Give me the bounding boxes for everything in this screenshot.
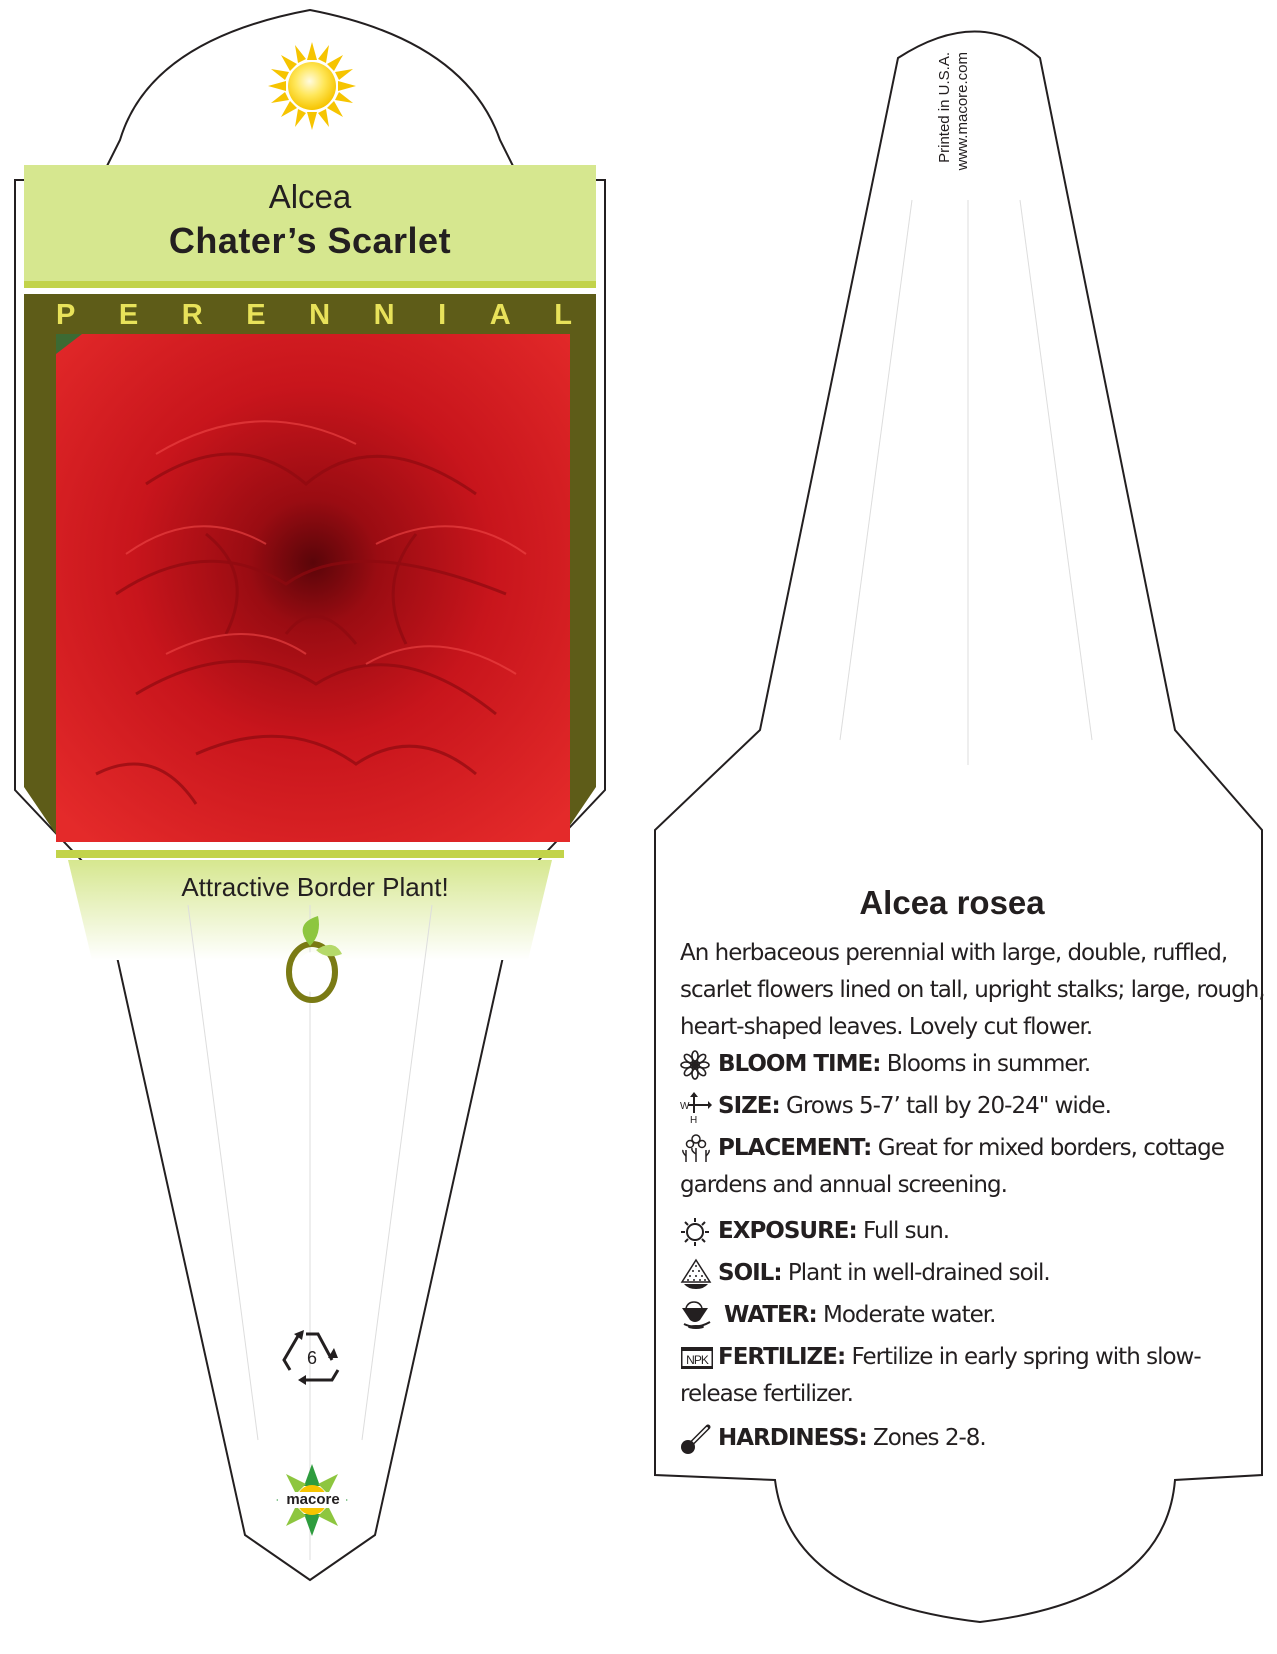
sun-outline-icon	[680, 1217, 718, 1247]
genus-name: Alcea	[268, 178, 352, 215]
description: An herbaceous perennial with large, double, ruffled, scarlet flowers lined on tall, upright stalks; large, rough, heart-shaped leaves. Lovely cut flower.	[680, 940, 1265, 1040]
sun-icon	[268, 42, 356, 130]
category-letter: E	[118, 299, 139, 331]
attr-label: SIZE:	[718, 1093, 780, 1119]
attr-label: FERTILIZE:	[718, 1344, 846, 1370]
thermometer-icon	[680, 1423, 718, 1455]
flower-photo	[56, 334, 570, 842]
cultivar-name: Chater’s Scarlet	[168, 220, 452, 261]
attr-hardiness	[680, 1420, 1260, 1457]
attr-value: Fertilize in early spring with slow-release fertilizer.	[680, 1344, 1201, 1407]
attr-value: Zones 2-8.	[872, 1425, 986, 1451]
size-h-letter: H	[690, 1114, 697, 1123]
website: www.macore.com	[954, 52, 971, 171]
brand-name: macore	[286, 1491, 340, 1508]
npk-text: NPK	[686, 1352, 708, 1367]
category-letter: N	[309, 299, 331, 331]
printer-info	[936, 52, 970, 252]
botanical-name: Alcea rosea	[859, 884, 1045, 921]
category-letter: P	[56, 299, 76, 331]
attr-value: Plant in well-drained soil.	[787, 1260, 1050, 1286]
recycle-code: 6	[306, 1348, 317, 1368]
attr-bloom-time	[680, 1046, 1260, 1083]
attr-label: HARDINESS:	[718, 1425, 867, 1451]
attr-exposure	[680, 1213, 1260, 1250]
attr-label: EXPOSURE:	[718, 1218, 857, 1244]
attr-label: BLOOM TIME:	[718, 1051, 881, 1077]
category-letter: N	[373, 299, 395, 331]
category-letter: R	[181, 299, 203, 331]
category-letter: E	[246, 299, 266, 331]
attr-label: WATER:	[724, 1302, 817, 1328]
attr-label: SOIL:	[718, 1260, 782, 1286]
category-label	[56, 299, 572, 332]
attr-value: Great for mixed borders, cottage gardens and annual screening.	[680, 1135, 1224, 1198]
flower-icon	[680, 1050, 718, 1080]
attr-fertilize	[680, 1339, 1260, 1413]
tagline: Attractive Border Plant!	[181, 872, 449, 902]
attr-value: Full sun.	[863, 1218, 950, 1244]
attr-value: Moderate water.	[822, 1302, 996, 1328]
printed-in: Printed in U.S.A.	[936, 52, 953, 163]
soil-icon	[680, 1258, 718, 1290]
attr-value: Blooms in summer.	[886, 1051, 1091, 1077]
attr-label: PLACEMENT:	[718, 1135, 872, 1161]
category-letter: A	[489, 299, 511, 331]
attr-size	[680, 1088, 1260, 1125]
npk-icon	[680, 1344, 718, 1372]
attr-value: Grows 5-7’ tall by 20-24" wide.	[786, 1093, 1111, 1119]
watering-can-icon	[680, 1300, 718, 1332]
attr-placement	[680, 1130, 1260, 1204]
placement-icon	[680, 1132, 718, 1164]
attr-soil	[680, 1255, 1260, 1292]
size-w-letter: W	[680, 1100, 689, 1112]
category-letter: I	[438, 299, 447, 331]
category-letter: L	[554, 299, 572, 331]
size-arrows-icon	[680, 1091, 718, 1123]
attr-water	[680, 1297, 1260, 1334]
